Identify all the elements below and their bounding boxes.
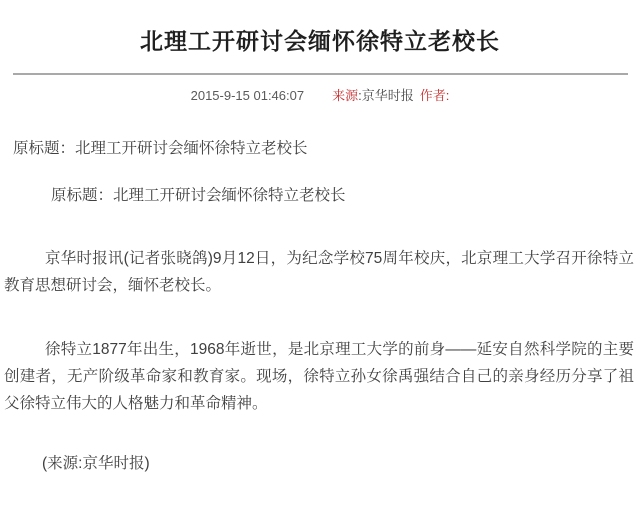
page-title: 北理工开研讨会缅怀徐特立老校长 [140, 28, 500, 54]
source-label: 来源 [332, 88, 359, 103]
title-divider [13, 73, 628, 75]
original-title-line-2: 原标题：北理工开研讨会缅怀徐特立老校长 [51, 187, 346, 204]
author-label: 作者: [419, 88, 450, 103]
article-page [0, 27, 640, 477]
source-name: 京华时报 [361, 88, 414, 103]
article-meta [0, 88, 640, 103]
original-title-line-1: 原标题：北理工开研讨会缅怀徐特立老校长 [13, 140, 308, 157]
source-colon: : [358, 88, 362, 103]
source-block [332, 88, 449, 103]
body-paragraph-1: 京华时报讯(记者张晓鸽)9月12日，为纪念学校75周年校庆，北京理工大学召开徐特立教育思想研讨会，缅怀老校长。 [4, 250, 634, 294]
source-footer: (来源:京华时报) [42, 455, 150, 472]
publish-timestamp: 2015-9-15 01:46:07 [190, 88, 305, 103]
body-paragraph-2: 徐特立1877年出生，1968年逝世，是北京理工大学的前身——延安自然科学院的主要创建者，无产阶级革命家和教育家。现场，徐特立孙女徐禹强结合自己的亲身经历分享了祖父徐特立伟大的人格魅力和革命精神。 [4, 341, 634, 412]
